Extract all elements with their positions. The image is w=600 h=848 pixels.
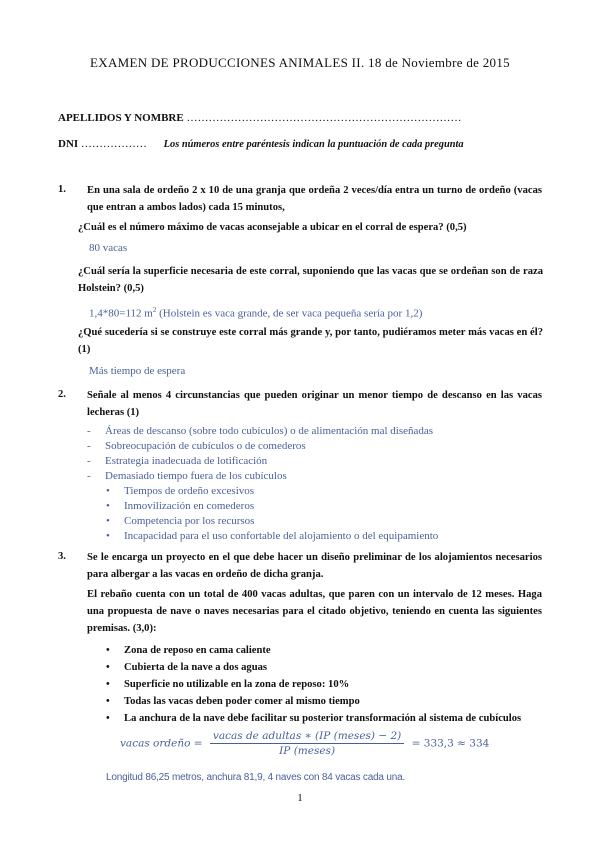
q1b-answer-sup: 2 [152,306,157,314]
q3-paragraph: El rebaño cuenta con un total de 400 vacas adultas, que paren con un intervalo de 12 meses. Haga una propuesta de nave o naves necesarias para el citado objetivo, teniendo en cuenta las siguientes premisas. (3,0): [87,589,542,634]
q1b-answer-rest: (Holstein es vaca grande, de ser vaca pequeña sería por 1,2) [156,307,423,320]
q2-bullet-list [106,484,546,544]
list-item: - Sobreocupación de cubículos o de comederos [87,439,547,454]
name-line [58,112,548,124]
score-note: Los números entre paréntesis indican la puntuación de cada pregunta [163,139,464,150]
exam-title: EXAMEN DE PRODUCCIONES ANIMALES II. 18 de Noviembre de 2015 [90,55,510,70]
q1c-question: ¿Qué sucedería si se construye este corral más grande y, por tanto, pudiéramos meter más vacas en él? (1) [78,327,543,355]
q1-statement: En una sala de ordeño 2 x 10 de una granja que ordeña 2 veces/día entra un turno de ordeño (vacas que entran a ambos lados) cada 15 minutos, [87,185,542,213]
formula-lhs: vacas ordeño = [120,737,203,750]
list-item: - Estrategia inadecuada de lotificación [87,454,547,469]
q3-answer: Longitud 86,25 metros, anchura 81,9, 4 naves con 84 vacas cada una. [106,772,406,783]
q2-number: 2. [58,389,66,400]
list-item: • Todas las vacas deben poder comer al mismo tiempo [106,693,542,710]
list-item: • La anchura de la nave debe facilitar su posterior transformación al sistema de cubículos [106,712,542,726]
list-item: • Competencia por los recursos [106,514,546,529]
list-item: • Zona de reposo en cama caliente [106,642,542,659]
dni-label: DNI [58,138,79,150]
q1c-answer: Más tiempo de espera [89,365,186,377]
q1b-answer [89,302,549,322]
formula-numerator: vacas de adultas ∗ (IP (meses) − 2) [210,730,404,744]
dni-line [58,138,558,150]
page-number: 1 [297,792,303,804]
dni-dots: ……………… [80,138,147,150]
apellidos-label: APELLIDOS Y NOMBRE [58,112,184,124]
q3-premises-list [106,642,542,726]
q1b-question: ¿Cuál sería la superficie necesaria de este corral, suponiendo que las vacas que se ordeñan son de raza Holstein? (0,5) [78,266,543,294]
formula-fraction [210,730,404,757]
q3-number: 3. [58,551,66,562]
q1a-answer: 80 vacas [89,242,128,254]
list-item: • Incapacidad para el uso confortable del alojamiento o del equipamiento [106,529,546,544]
q1b-answer-main: 1,4*80=112 m [89,307,153,320]
q3-formula [120,730,489,757]
list-item: - Áreas de descanso (sobre todo cubículos) o de alimentación mal diseñadas [87,424,547,439]
apellidos-dots: ………………………………………………………………… [186,112,462,124]
q1-number: 1. [58,184,66,195]
list-item: • Superficie no utilizable en la zona de reposo: 10% [106,676,542,693]
formula-denominator: IP (meses) [279,745,336,757]
list-item: • Cubierta de la nave a dos aguas [106,659,542,676]
list-item: • Tiempos de ordeño excesivos [106,484,546,499]
q1a-question: ¿Cuál es el número máximo de vacas aconsejable a ubicar en el corral de espera? (0,5) [78,222,467,233]
formula-result: = 333,3 ≈ 334 [411,737,490,750]
q2-dash-list [87,424,547,484]
q3-statement: Se le encarga un proyecto en el que debe hacer un diseño preliminar de los alojamientos necesarios para albergar a las vacas en ordeño de dicha granja. [87,552,542,580]
q2-statement: Señale al menos 4 circunstancias que pueden originar un menor tiempo de descanso en las vacas lecheras (1) [87,390,542,418]
list-item: • Inmovilización en comederos [106,499,546,514]
list-item: - Demasiado tiempo fuera de los cubículos [87,469,547,484]
